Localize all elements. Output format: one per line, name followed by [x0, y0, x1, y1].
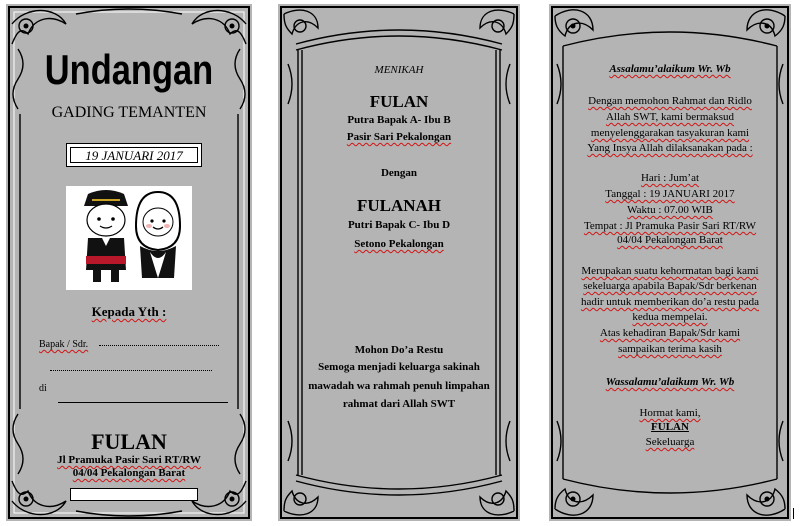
- signer-name: FULAN: [651, 421, 689, 433]
- recipient-label: Bapak / Sdr.: [39, 339, 89, 350]
- greeting: Assalamu’alaikum Wr. Wb: [609, 63, 731, 75]
- host-address-line-2: 04/04 Pekalongan Barat: [72, 467, 186, 479]
- footer-name-box: [70, 488, 198, 501]
- closing-line-5: Atas kehadiran Bapak/Sdr kami: [599, 327, 741, 339]
- intro-line-3: menyelenggarakan tasyakuran kami: [590, 127, 750, 139]
- location-field[interactable]: [39, 378, 219, 392]
- event-heading: MENIKAH: [374, 64, 424, 76]
- bride-parents: Putri Bapak C- Ibu D: [347, 219, 451, 231]
- ornamental-frame: [278, 4, 520, 521]
- prayer-line-2: Semoga menjadi keluarga sakinah: [318, 361, 480, 373]
- invitation-date: 19 JANUARI 2017: [85, 148, 183, 163]
- prayer-line-3: mawadah wa rahmah penuh limpahan: [308, 380, 490, 392]
- signer-family: Sekeluarga: [645, 436, 695, 448]
- intro-line-4: Yang Insya Allah dilaksanakan pada :: [587, 142, 753, 154]
- prayer-line-4: rahmat dari Allah SWT: [342, 398, 456, 410]
- invitation-subtitle: GADING TEMANTEN: [51, 104, 207, 121]
- recipient-heading: Kepada Yth :: [91, 304, 167, 319]
- event-date: Tanggal : 19 JANUARI 2017: [605, 188, 735, 200]
- groom-parents: Putra Bapak A- Ibu B: [347, 114, 451, 126]
- host-name: FULAN: [91, 429, 167, 454]
- event-time: Waktu : 07.00 WIB: [627, 204, 713, 216]
- closing-line-1: Merupakan suatu kehormatan bagi kami: [581, 265, 759, 277]
- date-box: [66, 143, 202, 167]
- farewell: Wassalamu’alaikum Wr. Wb: [605, 376, 735, 388]
- prayer-line-1: Mohon Do’a Restu: [354, 344, 444, 356]
- invitation-title: Undangan: [44, 46, 214, 93]
- intro-line-1: Dengan memohon Rahmat dan Ridlo: [588, 95, 752, 107]
- regards: Hormat kami,: [639, 407, 701, 419]
- closing-line-2: sekeluarga apabila Bapak/Sdr berkenan: [583, 280, 757, 292]
- recipient-second-line[interactable]: [50, 370, 212, 371]
- event-place-line-1: Tempat : Jl Pramuka Pasir Sari RT/RW: [583, 220, 757, 232]
- event-details-panel: [549, 4, 791, 521]
- groom-address: Pasir Sari Pekalongan: [346, 131, 452, 143]
- connector-text: Dengan: [380, 167, 418, 179]
- closing-line-3: hadir untuk memberikan do’a restu pada: [580, 296, 760, 308]
- location-line[interactable]: [58, 402, 228, 403]
- recipient-name-field[interactable]: [39, 334, 219, 350]
- intro-line-2: Allah SWT, kami bermaksud: [605, 111, 735, 123]
- invitation-cover-panel: [6, 4, 252, 521]
- bride-name: FULANAH: [356, 196, 442, 215]
- closing-line-4: kedua mempelai.: [632, 311, 708, 323]
- event-day: Hari : Jum’at: [640, 172, 700, 184]
- recipient-dotted-line: [99, 345, 219, 346]
- bride-groom-icon: [66, 186, 192, 290]
- closing-line-6: sampaikan terima kasih: [618, 343, 722, 355]
- couple-illustration: [66, 186, 192, 290]
- location-label: di: [39, 383, 47, 394]
- groom-name: FULAN: [369, 92, 429, 111]
- text-cursor: [793, 508, 794, 519]
- bride-address: Setono Pekalongan: [354, 238, 444, 250]
- event-place-line-2: 04/04 Pekalongan Barat: [617, 234, 723, 246]
- couple-panel: [278, 4, 520, 521]
- host-address-line-1: Jl Pramuka Pasir Sari RT/RW: [57, 454, 201, 466]
